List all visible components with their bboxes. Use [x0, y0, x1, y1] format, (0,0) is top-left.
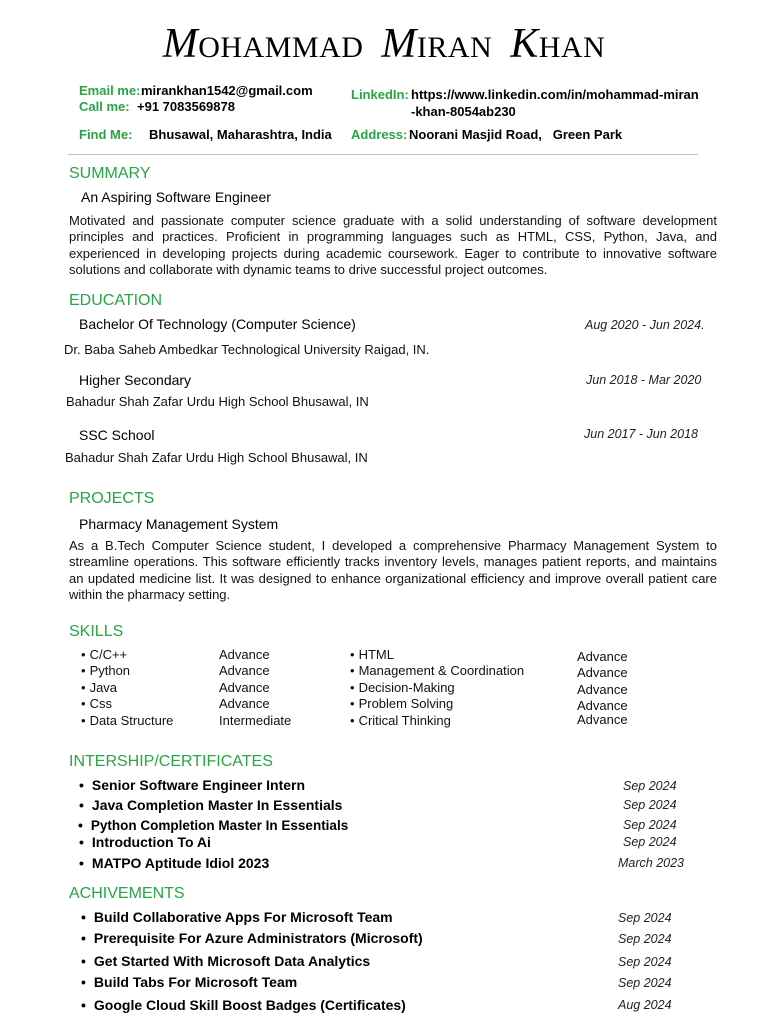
- name-last: KHAN: [510, 21, 606, 67]
- education-heading: EDUCATION: [69, 292, 163, 309]
- achievement-date: Sep 2024: [618, 911, 672, 925]
- address-value: Noorani Masjid Road, Green Park: [409, 127, 623, 142]
- email-value[interactable]: mirankhan1542@gmail.com: [141, 83, 313, 98]
- education-school: Dr. Baba Saheb Ambedkar Technological University Raigad, IN.: [64, 342, 430, 357]
- skill-level: Advance: [219, 680, 270, 695]
- certificate-date: Sep 2024: [623, 835, 677, 849]
- education-degree: Higher Secondary: [79, 372, 192, 388]
- education-degree: Bachelor Of Technology (Computer Science): [79, 316, 356, 332]
- achievement-date: Sep 2024: [618, 976, 672, 990]
- achievement-title: • Google Cloud Skill Boost Badges (Certificates): [81, 997, 406, 1013]
- skill-name: • Decision-Making: [350, 680, 455, 695]
- skill-level: Advance: [219, 663, 270, 678]
- internships-heading: INTERSHIP/CERTIFICATES: [69, 753, 273, 770]
- skill-level: Advance: [577, 712, 628, 727]
- certificate-date: Sep 2024: [623, 818, 677, 832]
- certificate-title: • Senior Software Engineer Intern: [79, 777, 305, 793]
- certificate-title: • Java Completion Master In Essentials: [79, 797, 342, 813]
- education-dates: Aug 2020 - Jun 2024.: [585, 318, 705, 332]
- candidate-name: [0, 20, 768, 68]
- education-dates: Jun 2017 - Jun 2018: [584, 427, 698, 441]
- location-value: Bhusawal, Maharashtra, India: [149, 127, 332, 142]
- education-school: Bahadur Shah Zafar Urdu High School Bhusawal, IN: [66, 394, 369, 409]
- certificate-title: • Python Completion Master In Essentials: [78, 817, 348, 833]
- email-label: Email me:: [79, 83, 141, 98]
- achievement-title: • Get Started With Microsoft Data Analytics: [81, 953, 370, 969]
- find-me-label: Find Me:: [79, 127, 133, 142]
- skills-heading: SKILLS: [69, 623, 124, 640]
- certificate-date: March 2023: [618, 856, 685, 870]
- phone-value[interactable]: +91 7083569878: [137, 99, 235, 114]
- skill-name: • HTML: [350, 647, 394, 662]
- certificate-date: Sep 2024: [623, 779, 677, 793]
- skill-level: Advance: [577, 682, 628, 697]
- call-label: Call me:: [79, 99, 130, 114]
- skill-level: Advance: [577, 665, 628, 680]
- skill-name: • Problem Solving: [350, 696, 453, 711]
- skill-name: • Python: [81, 663, 130, 678]
- summary-subtitle: An Aspiring Software Engineer: [81, 189, 271, 205]
- achievement-date: Aug 2024: [618, 998, 672, 1012]
- project-title: Pharmacy Management System: [79, 516, 279, 532]
- skill-name: • Critical Thinking: [350, 713, 451, 728]
- education-school: Bahadur Shah Zafar Urdu High School Bhusawal, IN: [65, 450, 368, 465]
- skill-name: • Management & Coordination: [350, 663, 524, 678]
- skill-name: • Css: [81, 696, 112, 711]
- achievement-date: Sep 2024: [618, 932, 672, 946]
- certificate-title: • Introduction To Ai: [79, 834, 211, 850]
- skill-level: Advance: [219, 696, 270, 711]
- summary-text: Motivated and passionate computer science graduate with a solid understanding of software development principles and practices. Proficient in programming languages such as HTML, CSS, Python, Java, and experienced in developing projects during academic coursework. Eager to contribute to innovative software solutions and collaborate with dynamic teams to drive successful project outcomes.: [69, 213, 717, 277]
- linkedin-url-line1[interactable]: https://www.linkedin.com/in/mohammad-miran: [411, 87, 699, 102]
- skill-level: Advance: [577, 698, 628, 713]
- skill-name: • Data Structure: [81, 713, 173, 728]
- skill-level: Advance: [219, 647, 270, 662]
- address-label: Address:: [351, 127, 408, 142]
- achievement-title: • Build Tabs For Microsoft Team: [81, 974, 297, 990]
- achievement-title: • Build Collaborative Apps For Microsoft Team: [81, 909, 393, 925]
- summary-heading: SUMMARY: [69, 165, 151, 182]
- skill-name: • Java: [81, 680, 117, 695]
- name-first: MOHAMMAD: [162, 21, 364, 67]
- skill-name: • C/C++: [81, 647, 127, 662]
- linkedin-url-line2[interactable]: -khan-8054ab230: [411, 104, 516, 119]
- achievements-heading: ACHIVEMENTS: [69, 885, 185, 902]
- linkedin-label: LinkedIn:: [351, 87, 409, 102]
- certificate-title: • MATPO Aptitude Idiol 2023: [79, 855, 269, 871]
- header-divider: [68, 154, 698, 155]
- skill-level: Advance: [577, 649, 628, 664]
- project-description: As a B.Tech Computer Science student, I developed a comprehensive Pharmacy Management System to streamline operations. This software efficiently tracks inventory levels, manages patient reports, and maintains an updated medicine list. It was designed to enhance organizational efficiency and improve overall patient care within the pharmacy setting.: [69, 538, 717, 602]
- education-dates: Jun 2018 - Mar 2020: [586, 373, 702, 387]
- achievement-title: • Prerequisite For Azure Administrators (Microsoft): [81, 930, 423, 946]
- skill-level: Intermediate: [219, 713, 292, 728]
- projects-heading: PROJECTS: [69, 490, 155, 507]
- achievement-date: Sep 2024: [618, 955, 672, 969]
- certificate-date: Sep 2024: [623, 798, 677, 812]
- education-degree: SSC School: [79, 427, 155, 443]
- name-middle: MIRAN: [381, 21, 493, 67]
